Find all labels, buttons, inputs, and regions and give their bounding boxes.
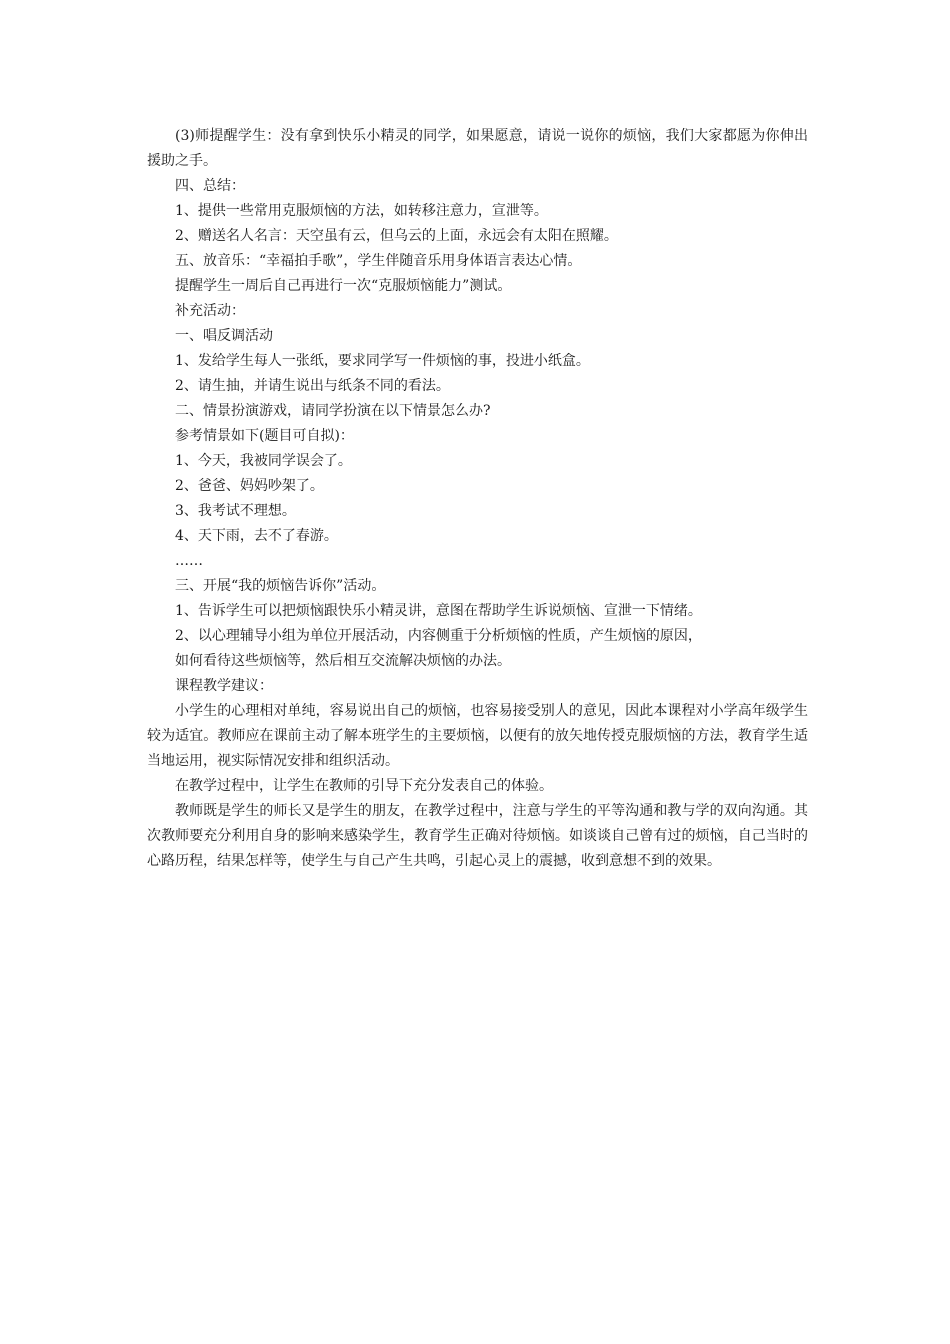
paragraph-suggestion-2: 在教学过程中，让学生在教师的引导下充分发表自己的体验。 xyxy=(175,778,553,794)
paragraph-suggestion-3: 教师既是学生的师长又是学生的朋友，在教学过程中，注意与学生的平等沟通和教与学的双向沟通。其次教师要充分利用自身的影响来感染学生，教育学生正确对待烦恼。如谈谈自己曾有过的烦恼，自己当时的心路历程，结果怎样等，使学生与自己产生共鸣，引起心灵上的震撼，收到意想不到的效果。 xyxy=(147,803,808,869)
list-item: 3、我考试不理想。 xyxy=(175,503,296,519)
list-item: 2、爸爸、妈妈吵架了。 xyxy=(175,478,324,494)
paragraph-suggestion-1: 小学生的心理相对单纯，容易说出自己的烦恼，也容易接受别人的意见，因此本课程对小学高年级学生较为适宜。教师应在课前主动了解本班学生的主要烦恼，以便有的放矢地传授克服烦恼的方法，教育学生适当地运用，视实际情况安排和组织活动。 xyxy=(147,703,808,769)
list-item: 1、告诉学生可以把烦恼跟快乐小精灵讲，意图在帮助学生诉说烦恼、宣泄一下情绪。 xyxy=(175,603,702,619)
heading-activity-3: 三、开展“我的烦恼告诉你”活动。 xyxy=(175,578,386,594)
paragraph-test-reminder: 提醒学生一周后自己再进行一次“克服烦恼能力”测试。 xyxy=(175,278,512,294)
document-body xyxy=(147,124,808,874)
heading-music: 五、放音乐：“幸福拍手歌”，学生伴随音乐用身体语言表达心情。 xyxy=(175,253,582,269)
list-item: 1、提供一些常用克服烦恼的方法，如转移注意力，宣泄等。 xyxy=(175,203,548,219)
heading-summary: 四、总结： xyxy=(175,178,245,194)
list-item: 4、天下雨，去不了春游。 xyxy=(175,528,338,544)
heading-supplementary: 补充活动： xyxy=(175,303,245,319)
heading-activity-2: 二、情景扮演游戏，请同学扮演在以下情景怎么办? xyxy=(175,403,491,419)
list-item: 2、赠送名人名言：天空虽有云，但乌云的上面，永远会有太阳在照耀。 xyxy=(175,228,618,244)
list-item-continuation: 如何看待这些烦恼等，然后相互交流解决烦恼的办法。 xyxy=(175,653,511,669)
list-item: 1、今天，我被同学误会了。 xyxy=(175,453,352,469)
heading-suggestions: 课程教学建议： xyxy=(175,678,273,694)
ellipsis: …… xyxy=(175,553,203,569)
paragraph-reminder: (3)师提醒学生：没有拿到快乐小精灵的同学，如果愿意，请说一说你的烦恼，我们大家都愿为你伸出援助之手。 xyxy=(147,128,808,169)
list-item: 1、发给学生每人一张纸，要求同学写一件烦恼的事，投进小纸盒。 xyxy=(175,353,590,369)
heading-activity-1: 一、唱反调活动 xyxy=(175,328,273,344)
paragraph-reference: 参考情景如下(题目可自拟)： xyxy=(175,428,354,444)
list-item: 2、以心理辅导小组为单位开展活动，内容侧重于分析烦恼的性质，产生烦恼的原因， xyxy=(175,628,702,644)
list-item: 2、请生抽，并请生说出与纸条不同的看法。 xyxy=(175,378,450,394)
